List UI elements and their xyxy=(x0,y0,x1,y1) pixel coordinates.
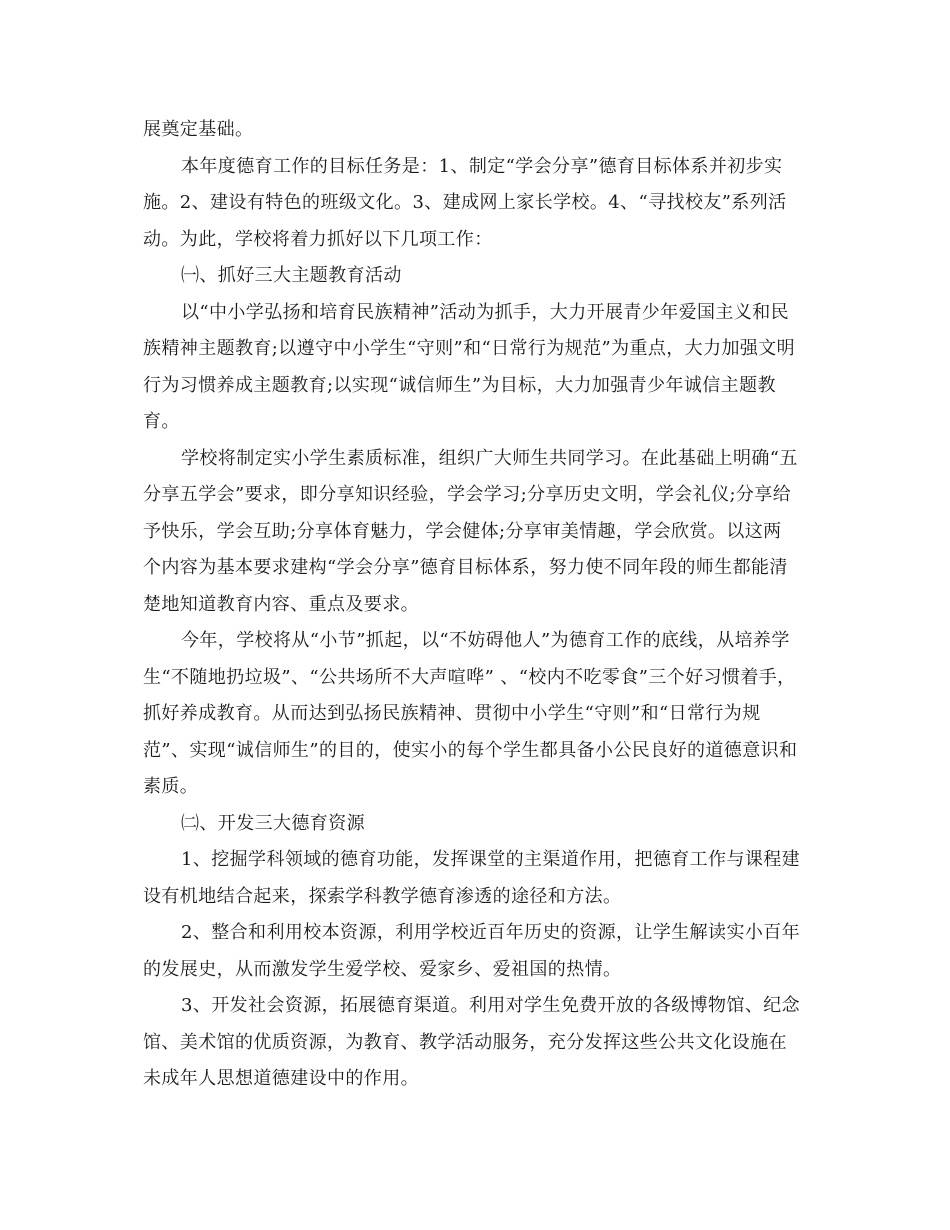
paragraph-line: 展奠定基础。 xyxy=(143,119,254,140)
heading-text: ㈠、抓好三大主题教育活动 xyxy=(181,265,402,286)
paragraph-line: 3、开发社会资源，拓展德育渠道。利用对学生免费开放的各级博物馆、纪念 xyxy=(181,995,801,1016)
heading-text: ㈡、开发三大德育资源 xyxy=(181,812,365,834)
paragraph-line: 族精神主题教育;以遵守中小学生“守则”和“日常行为规范”为重点，大力加强文明 xyxy=(143,338,796,359)
paragraph-line: 1、挖掘学科领域的德育功能，发挥课堂的主渠道作用，把德育工作与课程建 xyxy=(181,849,801,870)
paragraph xyxy=(143,915,809,988)
paragraph-line: 抓好养成教育。从而达到弘扬民族精神、贯彻中小学生“守则”和“日常行为规 xyxy=(143,703,761,724)
paragraph xyxy=(143,441,809,624)
paragraph xyxy=(143,112,809,149)
paragraph-line: 馆、美术馆的优质资源，为教育、教学活动服务，充分发挥这些公共文化设施在 xyxy=(143,1031,787,1053)
paragraph-line: 今年，学校将从“小节”抓起，以“不妨碍他人”为德育工作的底线，从培养学 xyxy=(181,630,790,651)
paragraph-line: 育。 xyxy=(143,411,180,432)
paragraph-line: 设有机地结合起来，探索学科教学德育渗透的途径和方法。 xyxy=(143,885,622,907)
paragraph-line: 动。为此，学校将着力抓好以下几项工作： xyxy=(143,228,493,250)
section-heading xyxy=(143,258,809,295)
paragraph-line: 的发展史，从而激发学生爱学校、爱家乡、爱祖国的热情。 xyxy=(143,958,622,980)
paragraph xyxy=(143,149,809,259)
paragraph-line: 学校将制定实小学生素质标准，组织广大师生共同学习。在此基础上明确“五 xyxy=(181,447,798,469)
paragraph xyxy=(143,623,809,806)
paragraph-line: 楚地知道教育内容、重点及要求。 xyxy=(143,593,419,615)
paragraph-line: 予快乐，学会互助;分享体育魅力，学会健体;分享审美情趣，学会欣赏。以这两 xyxy=(143,520,782,542)
paragraph-line: 2、整合和利用校本资源，利用学校近百年历史的资源，让学生解读实小百年 xyxy=(181,922,801,943)
document-body xyxy=(143,112,809,1098)
section-heading xyxy=(143,806,809,843)
paragraph-line: 个内容为基本要求建构“学会分享”德育目标体系，努力使不同年段的师生都能清 xyxy=(143,557,788,578)
paragraph-line: 生“不随地扔垃圾”、“公共场所不大声喧哗” 、“校内不吃零食”三个好习惯着手， xyxy=(143,666,796,688)
paragraph-line: 施。2、建设有特色的班级文化。3、建成网上家长学校。4、“寻找校友”系列活 xyxy=(143,192,787,213)
paragraph-line: 行为习惯养成主题教育;以实现“诚信师生”为目标，大力加强青少年诚信主题教 xyxy=(143,374,776,396)
paragraph xyxy=(143,842,809,915)
paragraph-line: 范”、实现“诚信师生”的目的，使实小的每个学生都具备小公民良好的道德意识和 xyxy=(143,739,798,761)
paragraph xyxy=(143,988,809,1098)
paragraph xyxy=(143,295,809,441)
paragraph-line: 分享五学会”要求，即分享知识经验，学会学习;分享历史文明，学会礼仪;分享给 xyxy=(143,484,792,505)
paragraph-line: 以“中小学弘扬和培育民族精神”活动为抓手，大力开展青少年爱国主义和民 xyxy=(181,301,790,323)
paragraph-line: 未成年人思想道德建设中的作用。 xyxy=(143,1068,419,1089)
paragraph-line: 素质。 xyxy=(143,776,199,797)
paragraph-line: 本年度德育工作的目标任务是：1、制定“学会分享”德育目标体系并初步实 xyxy=(181,155,783,177)
